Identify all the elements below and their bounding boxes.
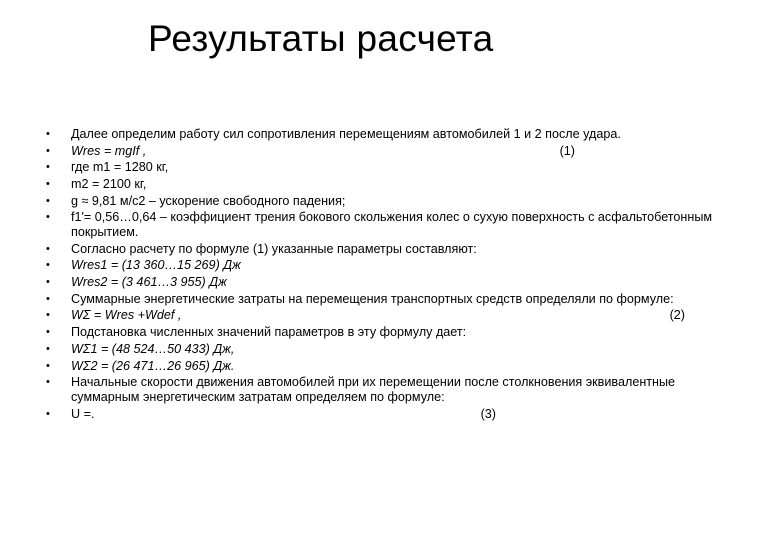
list-item-text: m2 = 2100 кг,	[71, 177, 147, 192]
list-item	[46, 144, 736, 159]
list-item	[46, 342, 736, 357]
list-item	[46, 308, 736, 323]
formula-row	[71, 308, 685, 323]
list-item	[46, 359, 736, 374]
list-item-text: f1'= 0,56…0,64 – коэффициент трения бокового скольжения колес о сухую поверхность с асфальтобетонным покрытием.	[71, 210, 713, 240]
list-item-text: Далее определим работу сил сопротивления перемещениям автомобилей 1 и 2 после удара.	[71, 127, 621, 141]
list-item-text: Суммарные энергетические затраты на перемещения транспортных средств определяли по формуле:	[71, 291, 674, 306]
formula-text: • Wres = mgIf ,	[71, 143, 147, 158]
list-item	[46, 160, 736, 175]
formula-text: Wres1 = (13 360…15 269) Дж	[71, 258, 241, 273]
equation-number: (3)	[480, 406, 496, 421]
slide-title: Результаты расчета	[148, 18, 494, 59]
formula-text: WΣ1 = (48 524…50 433) Дж,	[71, 341, 235, 356]
formula-row	[71, 407, 496, 422]
list-item	[46, 275, 736, 290]
list-item	[46, 194, 736, 209]
formula-row	[71, 144, 575, 159]
formula-text: WΣ2 = (26 471…26 965) Дж.	[71, 358, 235, 373]
list-item	[46, 127, 736, 142]
formula-text: • WΣ = Wres +Wdef ,	[71, 308, 182, 323]
list-item	[46, 407, 736, 422]
list-item	[46, 210, 736, 239]
list-item-text: Согласно расчету по формуле (1) указанные параметры составляют:	[71, 241, 477, 256]
list-item-text: g ≈ 9,81 м/с2 – ускорение свободного падения;	[71, 193, 346, 208]
equation-number: (2)	[669, 308, 685, 323]
list-item	[46, 177, 736, 192]
bullet-list	[46, 127, 736, 423]
formula-text: • U =.	[71, 406, 95, 421]
list-item-text: где m1 = 1280 кг,	[71, 160, 169, 175]
list-item	[46, 258, 736, 273]
list-item	[46, 292, 736, 307]
formula-text: Wres2 = (3 461…3 955) Дж	[71, 275, 227, 290]
equation-number: (1)	[559, 143, 575, 158]
list-item-text: Подстановка численных значений параметров в эту формулу дает:	[71, 325, 467, 340]
list-item	[46, 325, 736, 340]
list-item	[46, 375, 736, 404]
list-item-text: Начальные скорости движения автомобилей при их перемещении после столкновения эквивалентные суммарным энергетическим затратам определяем по формуле:	[71, 375, 676, 404]
list-item	[46, 242, 736, 257]
